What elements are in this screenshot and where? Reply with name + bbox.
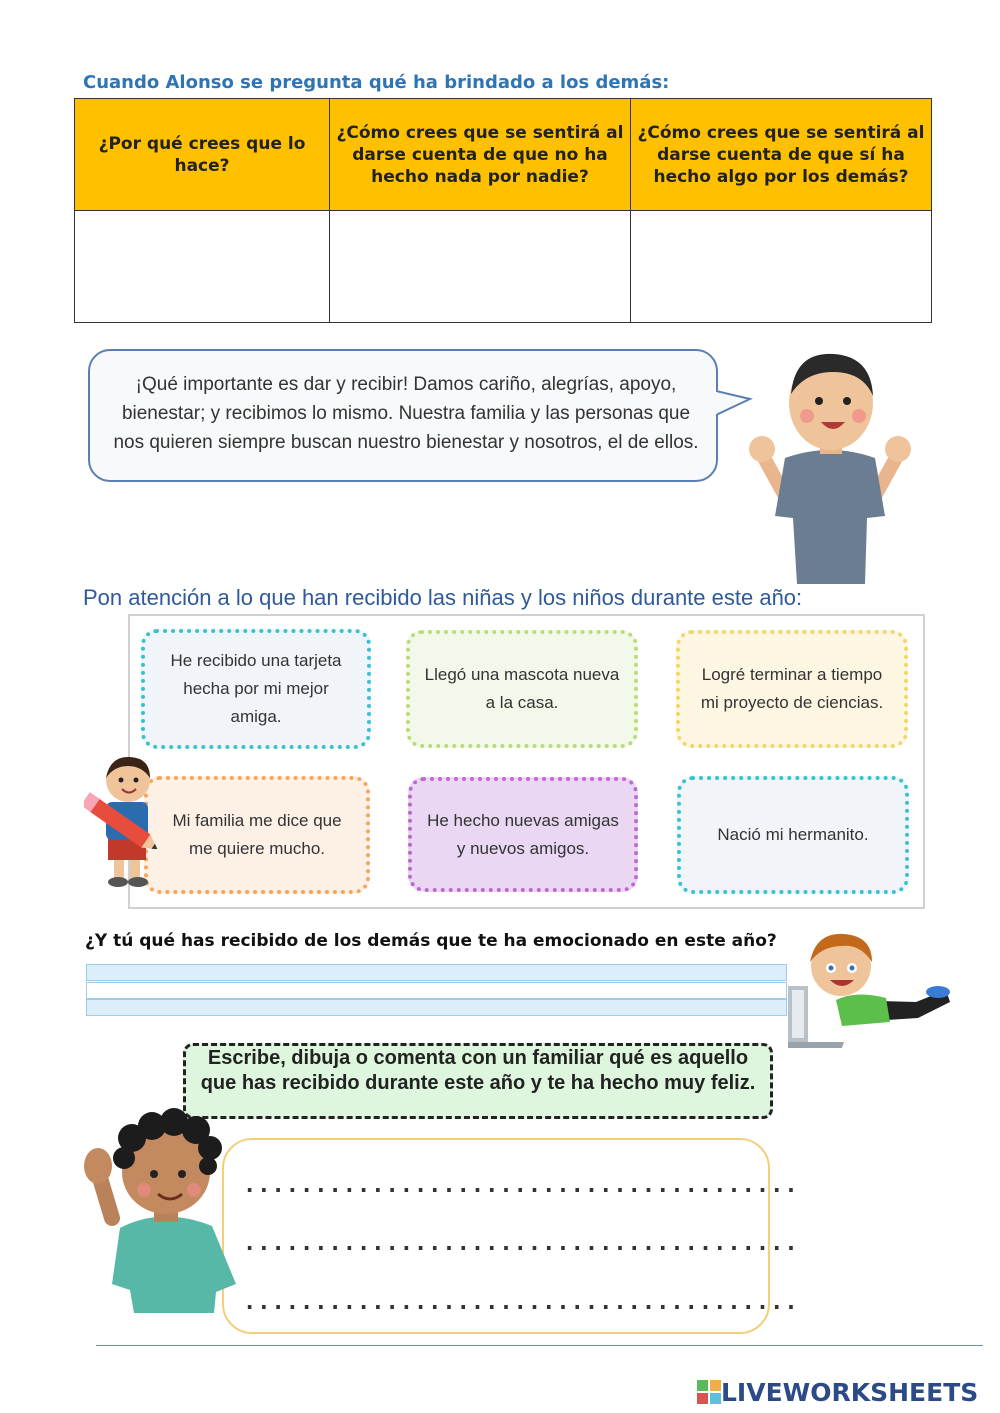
answer-cell-nothing bbox=[330, 211, 631, 323]
card-hermanito: Nació mi hermanito. bbox=[677, 776, 909, 894]
card-familia: Mi familia me dice que me quiere mucho. bbox=[144, 776, 370, 894]
instruction-text: Escribe, dibuja o comenta con un familiar qué es aquello que has recibido durante este año y te ha hecho muy feliz. bbox=[200, 1047, 756, 1094]
table-header-nothing: ¿Cómo crees que se sentirá al darse cuenta de que no ha hecho nada por nadie? bbox=[330, 99, 631, 211]
answer-input-something[interactable] bbox=[631, 209, 931, 320]
section1-title: Cuando Alonso se pregunta qué ha brindado a los demás: bbox=[83, 72, 670, 93]
answer-cell-why bbox=[75, 211, 330, 323]
kid-with-pencil-illustration bbox=[84, 752, 164, 890]
card-proyecto: Logré terminar a tiempo mi proyecto de ciencias. bbox=[676, 630, 908, 748]
answer-input-why[interactable] bbox=[75, 209, 329, 320]
card-mascota: Llegó una mascota nueva a la casa. bbox=[406, 630, 638, 748]
logo-text: LIVEWORKSHEETS bbox=[721, 1377, 979, 1407]
speech-bubble-text bbox=[104, 370, 708, 457]
bubble-line: bienestar; y recibimos lo mismo. Nuestra familia y las personas que bbox=[121, 403, 691, 424]
bubble-line: ¡Qué importante es dar y recibir! Damos cariño, alegrías, apoyo, bbox=[135, 374, 677, 395]
answer-cell-something bbox=[631, 211, 932, 323]
question-title: ¿Y tú qué has recibido de los demás que te ha emocionado en este año? bbox=[85, 931, 777, 951]
boy-curly-hair-illustration bbox=[82, 1108, 242, 1313]
writing-line-2[interactable]: ....................................... bbox=[243, 1231, 799, 1256]
answer-line-2[interactable] bbox=[86, 982, 787, 999]
answer-input-nothing[interactable] bbox=[330, 209, 630, 320]
card-tarjeta: He recibido una tarjeta hecha por mi mejor amiga. bbox=[141, 629, 371, 749]
footer-divider bbox=[96, 1345, 983, 1346]
answer-line-3[interactable] bbox=[86, 999, 787, 1016]
liveworksheets-logo-icon bbox=[697, 1380, 721, 1404]
answer-line-1[interactable] bbox=[86, 964, 787, 981]
section2-title: Pon atención a lo que han recibido las niñas y los niños durante este año: bbox=[83, 585, 803, 610]
bubble-line: nos quieren siempre buscan nuestro bienestar y nosotros, el de ellos. bbox=[113, 432, 699, 453]
question-table bbox=[74, 98, 932, 323]
table-header-why: ¿Por qué crees que lo hace? bbox=[75, 99, 330, 211]
table-header-something: ¿Cómo crees que se sentirá al darse cuenta de que sí ha hecho algo por los demás? bbox=[631, 99, 932, 211]
card-amigos: He hecho nuevas amigas y nuevos amigos. bbox=[408, 777, 638, 892]
liveworksheets-logo bbox=[697, 1377, 978, 1407]
boy-with-laptop-illustration bbox=[786, 930, 958, 1048]
boy-waving-illustration bbox=[745, 346, 925, 584]
writing-line-1[interactable]: ....................................... bbox=[243, 1173, 799, 1198]
writing-line-3[interactable]: ....................................... bbox=[243, 1290, 799, 1315]
